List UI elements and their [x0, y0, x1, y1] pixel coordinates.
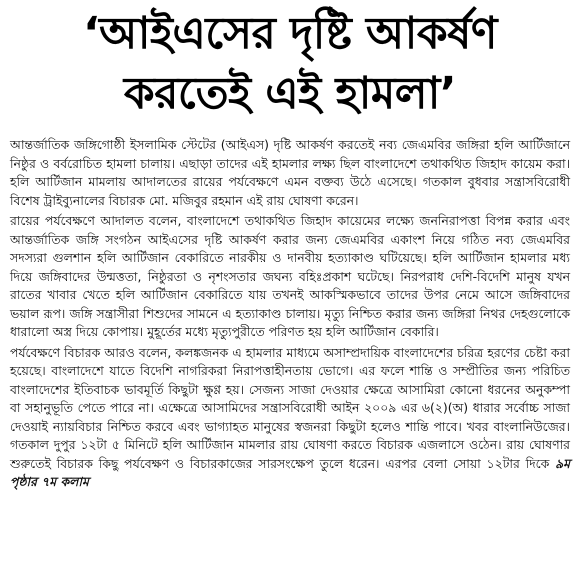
article-paragraph-2: রায়ের পর্যবেক্ষণে আদালত বলেন, বাংলাদেশে তথাকথিত জিহাদ কায়েমের লক্ষ্যে জননিরাপত্তা বিপন্ন করার এবং আন্তর্জাতিক জঙ্গি সংগঠন আইএসের দৃষ্টি আকর্ষণ করার জন্য জেএমবির একাংশ নিয়ে গঠিত নব্য জেএমবির সদস্যরা গুলশান হলি আর্টিজান বেকারিতে নারকীয় ও দানবীয় হত্যাকাণ্ড ঘটিয়েছে। হলি আর্টিজান হামলার মধ্য দিয়ে জঙ্গিবাদের উন্মত্ততা, নিষ্ঠুরতা ও নৃশংসতার জঘন্য বহিঃপ্রকাশ ঘটেছে। নিরপরাধ দেশি-বিদেশি মানুষ যখন রাতের খাবার খেতে হলি আর্টিজান বেকারিতে যায় তখনই আকস্মিকভাবে তাদের উপর নেমে আসে জঙ্গিবাদের ভয়াল রূপ। জঙ্গি সন্ত্রাসীরা শিশুদের সামনে এ হত্যাকাণ্ড চালায়। মৃত্যু নিশ্চিত করার জন্য জঙ্গিরা নিথর দেহগুলোকে ধারালো অস্ত্র দিয়ে কোপায়। মুহূর্তের মধ্যে মৃত্যুপুরীতে পরিণত হয় হলি আর্টিজান বেকারি। — [10, 213, 570, 339]
headline-line-1: ‘আইএসের দৃষ্টি আকর্ষণ — [82, 8, 498, 59]
article-paragraph-1: আন্তর্জাতিক জঙ্গিগোষ্ঠী ইসলামিক স্টেটের (আইএস) দৃষ্টি আকর্ষণ করতেই নব্য জেএমবির জঙ্গিরা হলি আর্টিজানে নিষ্ঠুর ও বর্বরোচিত হামলা চালায়। এছাড়া তাদের এই হামলার লক্ষ্য ছিল বাংলাদেশে তথাকথিত জিহাদ কায়েম করা। হলি আর্টিজান মামলায় আদালতের রায়ের পর্যবেক্ষণে এমন বক্তব্য উঠে এসেছে। গতকাল বুধবার সন্ত্রাসবিরোধী বিশেষ ট্রাইব্যুনালের বিচারক মো. মজিবুর রহমান এই রায় ঘোষণা করেন। — [10, 137, 570, 208]
continuation-jump: ৯ম পৃষ্ঠার ৭ম কলাম — [10, 455, 570, 489]
article-paragraph-3-text: পর্যবেক্ষণে বিচারক আরও বলেন, কলঙ্কজনক এ হামলার মাধ্যমে অসাম্প্রদায়িক বাংলাদেশের চরিত্র হরণের চেষ্টা করা হয়েছে। বাংলাদেশে যাতে বিদেশি নাগরিকরা নিরাপত্তাহীনতায় ভোগে। এর ফলে শান্তি ও সম্প্রীতির জন্য পরিচিত বাংলাদেশের ইতিবাচক ভাবমূর্তি কিছুটা ক্ষুণ্ণ হয়। সেজন্য সাজা দেওয়ার ক্ষেত্রে আসামিরা কোনো ধরনের অনুকম্পা বা সহানুভূতি পেতে পারে না। এক্ষেত্রে আসামিদের সন্ত্রাসবিরোধী আইন ২০০৯ এর ৬(২)(অ) ধারার সর্বোচ্চ সাজা দেওয়াই ন্যায়বিচার নিশ্চিত করবে এবং ভাগ্যাহত মানুষের স্বজনরা কিছুটা হলেও শান্তি পাবে। খবর বাংলানিউজের। গতকাল দুপুর ১২টা ৫ মিনিটে হলি আর্টিজান মামলার রায় ঘোষণা করতে বিচারক এজলাসে ওঠেন। রায় ঘোষণার শুরুতেই বিচারক কিছু পর্যবেক্ষণ ও বিচারকাজের সারসংক্ষেপ তুলে ধরেন। এরপর বেলা সোয়া ১২টার দিকে — [10, 344, 570, 471]
headline-line-2: করতেই এই হামলা’ — [123, 68, 457, 119]
article-paragraph-3 — [10, 344, 570, 492]
headline — [0, 4, 580, 124]
article-body — [0, 136, 580, 492]
